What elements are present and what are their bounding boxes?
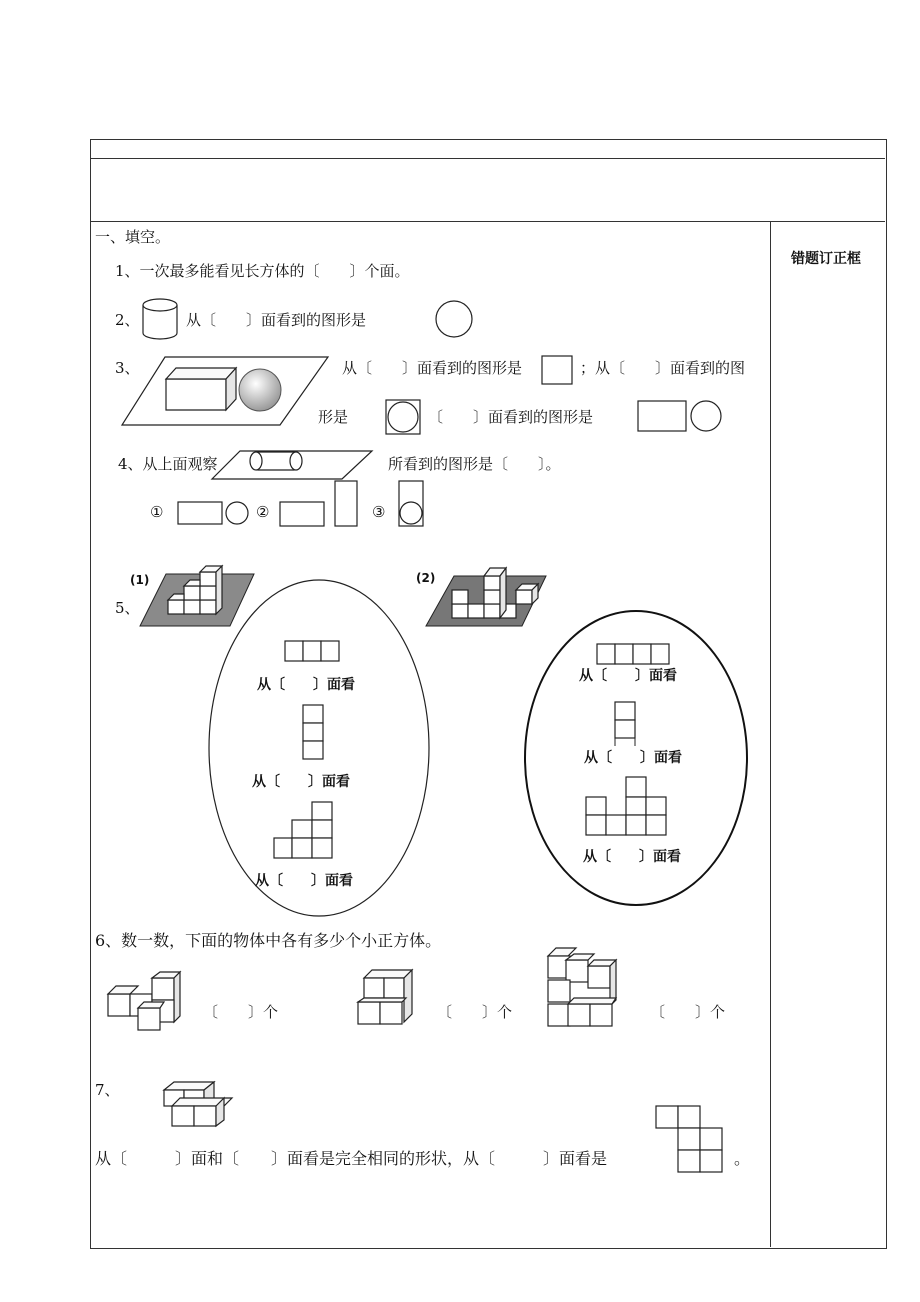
question-3-line2a: 形是 <box>318 408 349 426</box>
q5-label-2: (2) <box>416 571 436 585</box>
q6-cube-cluster-2 <box>354 968 414 1032</box>
question-7-text: 从〔 〕面和〔 〕面看是完全相同的形状，从〔 〕面看是 <box>95 1149 608 1168</box>
sidebar-divider <box>770 221 771 1247</box>
option-3-shape <box>397 478 427 530</box>
question-3-line1b: ；从〔 〕面看到的图 <box>580 359 746 377</box>
right-view-3-shape <box>584 775 670 839</box>
left-view-1-label: 从〔 〕面看 <box>257 677 355 693</box>
question-6: 6、数一数，下面的物体中各有多少个小正方体。 <box>95 931 442 950</box>
q6-blank-1: 〔 〕个 <box>203 1003 279 1021</box>
left-view-3-shape <box>272 800 336 862</box>
q5-label-1: (1) <box>130 573 150 587</box>
question-2-text: 从〔 〕面看到的图形是 <box>186 311 367 329</box>
option-1-shape <box>176 498 256 528</box>
option-1-label: ① <box>150 503 164 521</box>
box-and-ball-on-plane-figure <box>120 355 330 430</box>
left-view-2-label: 从〔 〕面看 <box>252 774 350 790</box>
question-3-line1a: 从〔 〕面看到的图形是 <box>342 359 523 377</box>
q6-cube-cluster-3 <box>544 944 624 1032</box>
left-view-1-shape <box>283 639 345 665</box>
question-4-prefix: 4、从上面观察 <box>118 455 218 473</box>
q6-cube-cluster-1 <box>104 970 186 1036</box>
section-title: 一、填空。 <box>95 228 171 246</box>
question-3-number: 3、 <box>115 359 140 377</box>
q7-cube-cluster <box>158 1080 238 1132</box>
right-view-2-shape <box>613 700 639 748</box>
header-bottom-rule <box>91 221 885 222</box>
question-7-end: 。 <box>734 1149 751 1168</box>
right-view-2-label: 从〔 〕面看 <box>584 750 682 766</box>
q6-blank-3: 〔 〕个 <box>650 1003 726 1021</box>
left-view-3-label: 从〔 〕面看 <box>255 873 353 889</box>
right-view-1-label: 从〔 〕面看 <box>579 668 677 684</box>
circle-view-icon <box>434 299 476 341</box>
q6-blank-2: 〔 〕个 <box>437 1003 513 1021</box>
option-3-label: ③ <box>372 503 386 521</box>
q7-answer-shape <box>654 1104 726 1176</box>
question-7-number: 7、 <box>95 1081 120 1099</box>
square-view-icon <box>540 354 576 386</box>
question-4-suffix: 所看到的图形是〔 〕。 <box>388 455 561 473</box>
question-1: 1、一次最多能看见长方体的〔 〕个面。 <box>115 262 410 280</box>
question-5-number: 5、 <box>115 599 140 617</box>
right-view-1-shape <box>595 642 677 668</box>
rectangle-and-circle-view-icon <box>636 398 726 438</box>
header-rule <box>91 158 885 159</box>
cylinder-icon <box>140 295 180 345</box>
square-with-circle-view-icon <box>384 398 424 438</box>
question-3-line2b: 〔 〕面看到的图形是 <box>428 408 594 426</box>
left-view-2-shape <box>301 703 327 765</box>
question-2-number: 2、 <box>115 311 140 329</box>
option-2-label: ② <box>256 503 270 521</box>
option-2-shape <box>278 478 363 530</box>
right-view-3-label: 从〔 〕面看 <box>583 849 681 865</box>
sidebar-title: 错题订正框 <box>791 251 861 267</box>
